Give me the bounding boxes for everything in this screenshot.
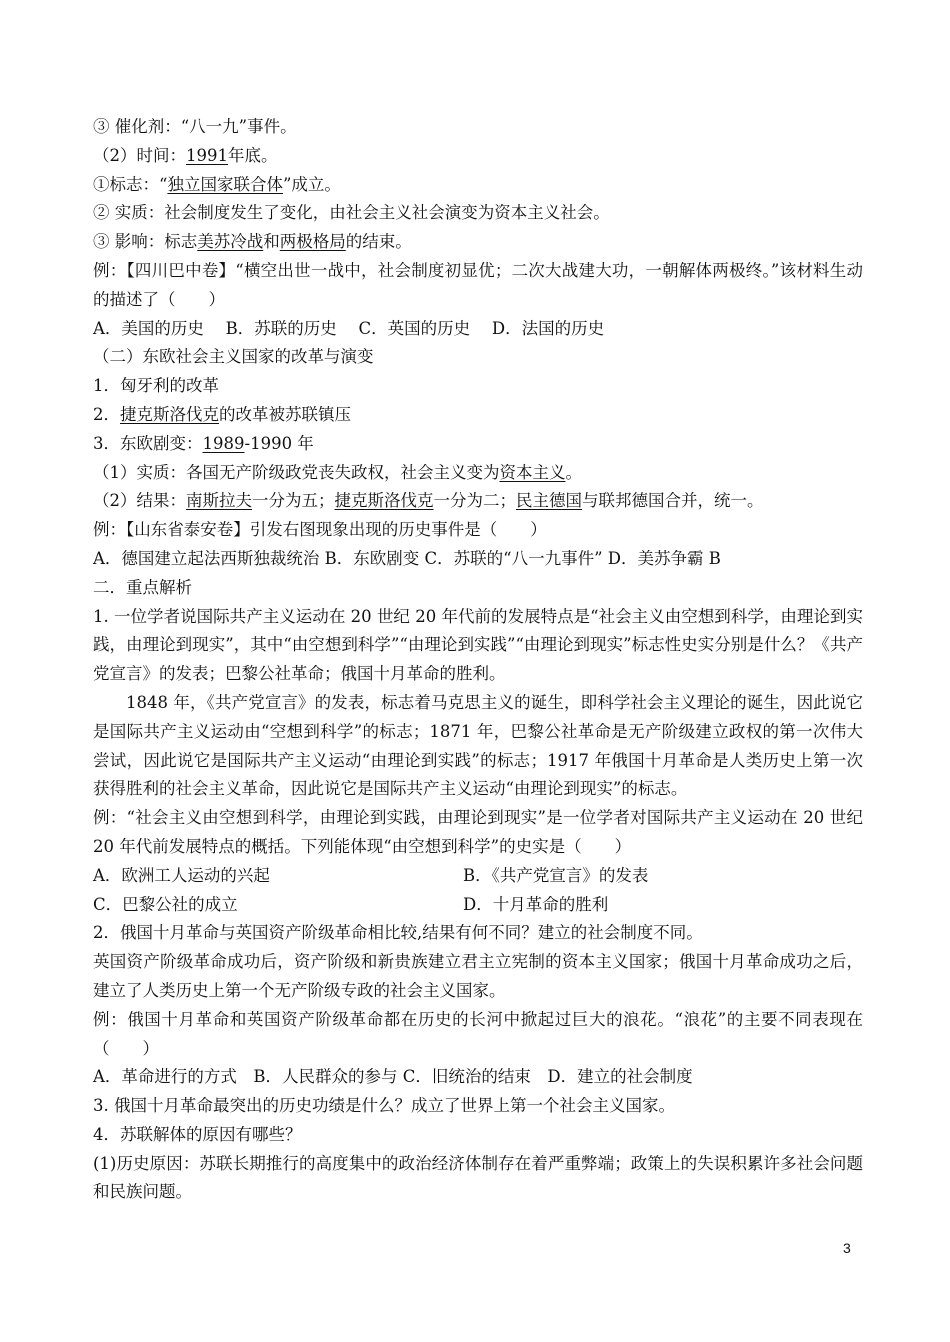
example-options: A．革命进行的方式 B．人民群众的参与 C．旧统治的结束 D．建立的社会制度 (93, 1067, 693, 1087)
text-run: ①标志：“ (93, 174, 168, 194)
underlined-term: 资本主义 (499, 462, 566, 482)
document-body (93, 113, 863, 1207)
option-d: D．十月革命的胜利 (463, 894, 609, 914)
text-line (93, 113, 863, 142)
example-question: 例：【四川巴中卷】“横空出世一战中，社会制度初显优；二次大战建大功，一朝解体两极终。”该材料生动的描述了（ ） (93, 260, 863, 309)
option-c: C．巴黎公社的成立 (93, 894, 238, 914)
text-run: 3．东欧剧变： (93, 433, 203, 453)
text-run: 年底。 (228, 145, 278, 165)
text-line: 1．匈牙利的改革 (93, 376, 219, 396)
text-run: ③ 影响：标志 (93, 232, 198, 252)
underlined-term: 两极格局 (279, 232, 346, 252)
text-run: 的结束。 (345, 232, 412, 252)
option-b: B．《共产党宣言》的发表 (463, 865, 649, 885)
underlined-term: 1989 (202, 433, 245, 453)
text-line (93, 430, 863, 459)
text-run: 2． (93, 404, 120, 424)
page-number: 3 (843, 1240, 851, 1256)
text-run: （1）实质：各国无产阶级政党丧失政权，社会主义变为 (93, 462, 500, 482)
text-run: 和 (263, 232, 280, 252)
option-row (93, 862, 863, 891)
text-run: 与联邦德国合并，统一。 (582, 491, 764, 511)
text-run: 的改革被苏联镇压 (219, 404, 351, 424)
option-row (93, 891, 863, 920)
example-question: 例：“社会主义由空想到科学，由理论到实践，由理论到现实”是一位学者对国际共产主义运动在 20 世纪 20 年代前发展特点的概括。下列能体现“由空想到科学”的史实是（ ） (93, 808, 863, 856)
analysis-paragraph: 1848 年，《共产党宣言》的发表，标志着马克思主义的诞生，即科学社会主义理论的诞生，因此说它是国际共产主义运动由“空想到科学”的标志；1871 年，巴黎公社革命是无产阶级建立政权的第一次伟大尝试，因此说它是国际共产主义运动“由理论到实践”的标志；1917 年俄国十月革命是人类历史上第一次获得胜利的社会主义革命，因此说它是国际共产主义运动“由理论到现实”的标志。 (93, 692, 863, 799)
example-options: A．美国的历史 B．苏联的历史 C．英国的历史 D．法国的历史 (93, 318, 605, 338)
underlined-term: 捷克斯洛伐克 (120, 404, 219, 424)
example-question: 例：俄国十月革命和英国资产阶级革命都在历史的长河中掀起过巨大的浪花。“浪花”的主要不同表现在（ ） (93, 1009, 863, 1058)
underlined-term: 独立国家联合体 (167, 174, 283, 194)
text-run: （2）结果： (93, 491, 186, 511)
underlined-term: 民主德国 (516, 491, 582, 511)
analysis-paragraph: 英国资产阶级革命成功后，资产阶级和新贵族建立君主立宪制的资本主义国家；俄国十月革命成功之后，建立了人类历史上第一个无产阶级专政的社会主义国家。 (93, 952, 863, 1000)
text-run: （2）时间： (93, 145, 186, 165)
example-options: A．德国建立起法西斯独裁统治 B．东欧剧变 C．苏联的“八一九事件” D．美苏争霸 B (93, 548, 721, 568)
text-run: -1990 年 (244, 433, 314, 453)
text-run: 一分为五； (252, 491, 335, 511)
text-run: ② 实质：社会制度发生了变化，由社会主义社会演变为资本主义社会。 (93, 203, 610, 223)
text-run: ”成立。 (282, 174, 341, 194)
analysis-question: 3. 俄国十月革命最突出的历史功绩是什么？成立了世界上第一个社会主义国家。 (93, 1096, 675, 1116)
analysis-question: 2．俄国十月革命与英国资产阶级革命相比较,结果有何不同？建立的社会制度不同。 (93, 923, 703, 943)
underlined-term: 1991 (186, 145, 228, 165)
text-line (93, 228, 863, 257)
text-run: 一分为二； (433, 491, 516, 511)
option-a: A．欧洲工人运动的兴起 (93, 865, 270, 885)
text-line (93, 171, 863, 200)
analysis-question: 1. 一位学者说国际共产主义运动在 20 世纪 20 年代前的发展特点是“社会主义由空想到科学，由理论到实践，由理论到现实”，其中“由空想到科学”“由理论到实践”“由理论到现实”标志性史实分别是什么？《共产党宣言》的发表；巴黎公社革命；俄国十月革命的胜利。 (93, 606, 863, 684)
text-line (93, 459, 863, 488)
analysis-paragraph: (1)历史原因：苏联长期推行的高度集中的政治经济体制存在着严重弊端；政策上的失误积累许多社会问题和民族问题。 (93, 1153, 863, 1202)
text-run: 。 (565, 462, 582, 482)
analysis-question: 4．苏联解体的原因有哪些？ (93, 1124, 302, 1144)
text-line (93, 142, 863, 171)
part-heading: 二．重点解析 (93, 577, 192, 597)
underlined-term: 捷克斯洛伐克 (334, 491, 434, 511)
section-heading: （二）东欧社会主义国家的改革与演变 (93, 347, 374, 367)
example-question: 例：【山东省泰安卷】引发右图现象出现的历史事件是（ ） (93, 520, 547, 540)
text-line (93, 199, 863, 228)
text-line (93, 401, 863, 430)
underlined-term: 南斯拉夫 (186, 491, 252, 511)
text-line (93, 487, 863, 516)
underlined-term: 美苏冷战 (197, 232, 264, 252)
text-run: ③ 催化剂：“八一九”事件。 (93, 117, 297, 136)
